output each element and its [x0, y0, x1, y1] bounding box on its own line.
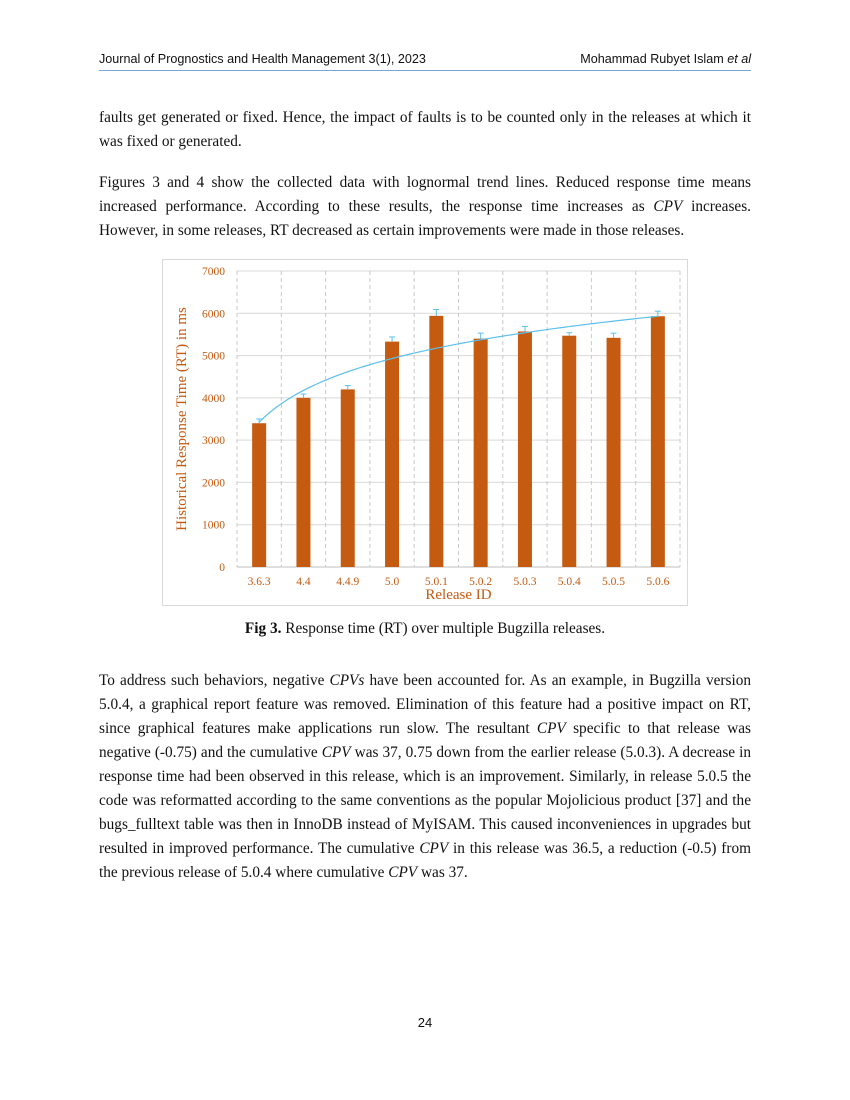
- figure-caption: [0, 620, 850, 638]
- bar-5.0.3: [518, 331, 532, 567]
- bar-4.4: [296, 398, 310, 567]
- x-tick-label: 5.0.4: [557, 576, 581, 588]
- bar-5.0.4: [562, 336, 576, 567]
- author-name: Mohammad Rubyet Islam: [580, 52, 728, 66]
- y-tick-label: 7000: [202, 266, 225, 278]
- paragraph-figures-intro: Figures 3 and 4 show the collected data with lognormal trend lines. Reduced response time means increased performance. According to these results, the response time increases as CPV increases. However, in some releases, RT decreased as certain improvements were made in those releases.: [99, 174, 751, 239]
- x-tick-label: 5.0.1: [424, 576, 448, 588]
- x-tick-label: 3.6.3: [247, 576, 271, 588]
- y-tick-label: 4000: [202, 392, 225, 405]
- y-tick-label: 5000: [202, 350, 225, 363]
- x-tick-label: 4.4.9: [336, 576, 360, 588]
- bar-5.0.2: [474, 339, 488, 567]
- y-tick-label: 6000: [202, 308, 225, 321]
- x-tick-label: 5.0.2: [469, 576, 493, 588]
- x-tick-label: 5.0.5: [602, 576, 626, 588]
- running-header: [99, 50, 751, 71]
- author-line: [580, 52, 751, 66]
- bar-3.6.3: [252, 423, 266, 567]
- y-tick-label: 1000: [202, 519, 225, 532]
- bar-5.0: [385, 342, 399, 567]
- bar-5.0.6: [651, 316, 665, 567]
- response-time-chart: [162, 259, 688, 606]
- author-etal: et al: [727, 52, 751, 66]
- journal-citation: Journal of Prognostics and Health Management 3(1), 2023: [99, 52, 426, 66]
- x-tick-label: 5.0: [384, 576, 400, 588]
- x-tick-label: 5.0.3: [513, 576, 537, 588]
- caption-label: Fig 3.: [244, 620, 282, 637]
- paragraph-negative-cpv: To address such behaviors, negative CPVs have been accounted for. As an example, in Bugzilla version 5.0.4, a graphical report feature was removed. Elimination of this feature had a positive impact on RT, since graphical features make applications run slow. The resultant CPV specific to that release was negative (-0.75) and the cumulative CPV was 37, 0.75 down from the earlier release (5.0.3). A decrease in response time had been observed in this release, which is an improvement. Similarly, in release 5.0.5 the code was reformatted according to the same conventions as the popular Mojolicious product [37] and the bugs_fulltext table was then in InnoDB instead of MyISAM. This caused inconveniences in upgrades but resulted in improved performance. The cumulative CPV in this release was 36.5, a reduction (-0.5) from the previous release of 5.0.4 where cumulative CPV was 37.: [99, 672, 752, 881]
- caption-text: Response time (RT) over multiple Bugzilla releases.: [281, 620, 606, 637]
- x-tick-label: 4.4: [296, 576, 311, 588]
- y-tick-label: 0: [219, 562, 225, 574]
- bar-5.0.5: [607, 338, 621, 567]
- bar-5.0.1: [429, 316, 443, 567]
- y-tick-label: 3000: [202, 435, 225, 448]
- x-tick-label: 5.0.6: [646, 576, 670, 588]
- x-axis-title: Release ID: [425, 587, 492, 603]
- bar-4.4.9: [341, 389, 355, 567]
- chart-svg: [163, 260, 689, 607]
- y-tick-label: 2000: [202, 477, 225, 490]
- y-axis-title: Historical Response Time (RT) in ms: [174, 307, 190, 531]
- page-number: 24: [417, 1015, 433, 1030]
- paragraph-faults: faults get generated or fixed. Hence, the impact of faults is to be counted only in the releases at which it was fixed or generated.: [99, 109, 751, 150]
